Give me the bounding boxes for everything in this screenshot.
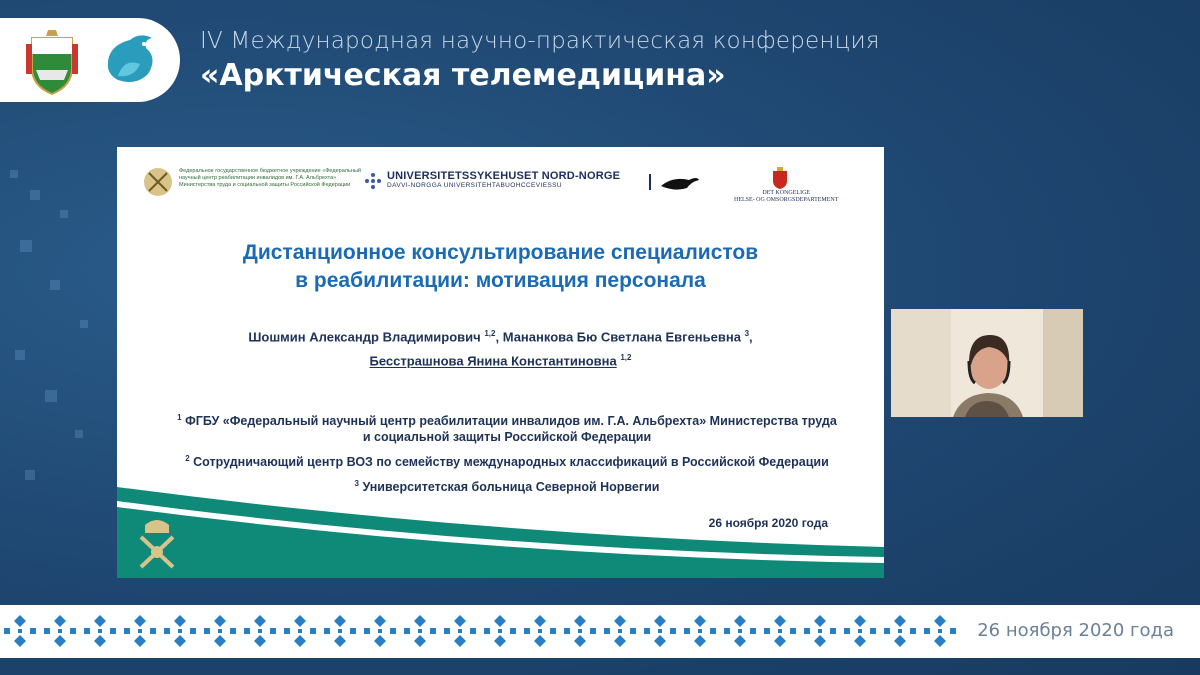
slide-title-line2: в реабилитации: мотивация персонала bbox=[295, 269, 706, 292]
nao-coat-of-arms-icon bbox=[26, 24, 78, 96]
bird-logo-black-icon bbox=[659, 172, 701, 194]
unn-title: UNIVERSITETSSYKEHUSET NORD-NORGE bbox=[387, 170, 621, 182]
unn-logo bbox=[387, 170, 620, 189]
logo-divider bbox=[649, 174, 651, 190]
unn-dots-icon bbox=[364, 171, 382, 191]
conference-subtitle: IV Международная научно-практическая конференция bbox=[200, 28, 880, 54]
shared-slide bbox=[117, 147, 884, 578]
unn-subtitle: DAVVI-NORGGA UNIVERSITEHTABUOHCCEVIESSU bbox=[387, 182, 562, 189]
aff-1-sup: 1 bbox=[177, 413, 182, 422]
ministry-logo bbox=[734, 190, 838, 204]
aff-2: Сотрудничающий центр ВОЗ по семейству международных классификаций в Российской Федерации bbox=[193, 455, 829, 470]
aff-3: Университетская больница Северной Норвегии bbox=[362, 480, 660, 495]
author-2-sup: 3 bbox=[744, 329, 750, 338]
slide-date: 26 ноября 2020 года bbox=[708, 516, 828, 530]
speaker-video[interactable] bbox=[891, 309, 1083, 417]
aff-2-sup: 2 bbox=[185, 454, 190, 464]
author-2: Мананкова Бю Светлана Евгеньевна bbox=[502, 329, 741, 345]
conference-title: «Арктическая телемедицина» bbox=[200, 58, 726, 93]
author-1: Шошмин Александр Владимирович bbox=[248, 329, 481, 345]
ministry-line2: HELSE- OG OMSORGSDEPARTEMENT bbox=[734, 197, 839, 203]
ornament-border-icon bbox=[0, 611, 960, 651]
header-logo-card bbox=[0, 18, 180, 102]
ministry-line1: DET KONGELIGE bbox=[762, 190, 811, 196]
footer-date: 26 ноября 2020 года bbox=[977, 620, 1174, 641]
aff-3-sup: 3 bbox=[354, 479, 359, 489]
footer-bar bbox=[0, 605, 1200, 658]
rehab-center-emblem-icon bbox=[131, 515, 183, 575]
ornament-pattern-icon bbox=[0, 150, 120, 550]
bird-logo-icon bbox=[100, 28, 162, 90]
crest-small-icon bbox=[141, 165, 175, 199]
slide-wave-decoration bbox=[117, 477, 884, 578]
slide-title-line1: Дистанционное консультирование специалистов bbox=[242, 241, 759, 264]
author-1-sup: 1,2 bbox=[484, 329, 496, 338]
aff-1: ФГБУ «Федеральный научный центр реабилитации инвалидов им. Г.А. Альбрехта» Министерства труда и социальной защиты Российской Федерации bbox=[185, 414, 837, 445]
author-3-sup: 1,2 bbox=[620, 353, 632, 363]
norway-crest-icon bbox=[771, 167, 789, 189]
speaker-video-frame bbox=[891, 309, 1083, 417]
author-3: Бесстрашнова Янина Константиновна bbox=[369, 353, 617, 369]
authors: Шошмин Александр Владимирович $^{1,2}$, Мананкова Бю Светлана Евгеньевна $^3$, Бесстрашнова Янина Константиновна $^{1,2}$ bbox=[248, 329, 753, 369]
org-small-text: Федеральное государственное бюджетное учреждение «Федеральный научный центр реабилитации инвалидов им. Г.А. Альбрехта» Министерства труда и социальной защиты Российской Федерации bbox=[179, 168, 361, 188]
slide-title bbox=[117, 239, 884, 295]
